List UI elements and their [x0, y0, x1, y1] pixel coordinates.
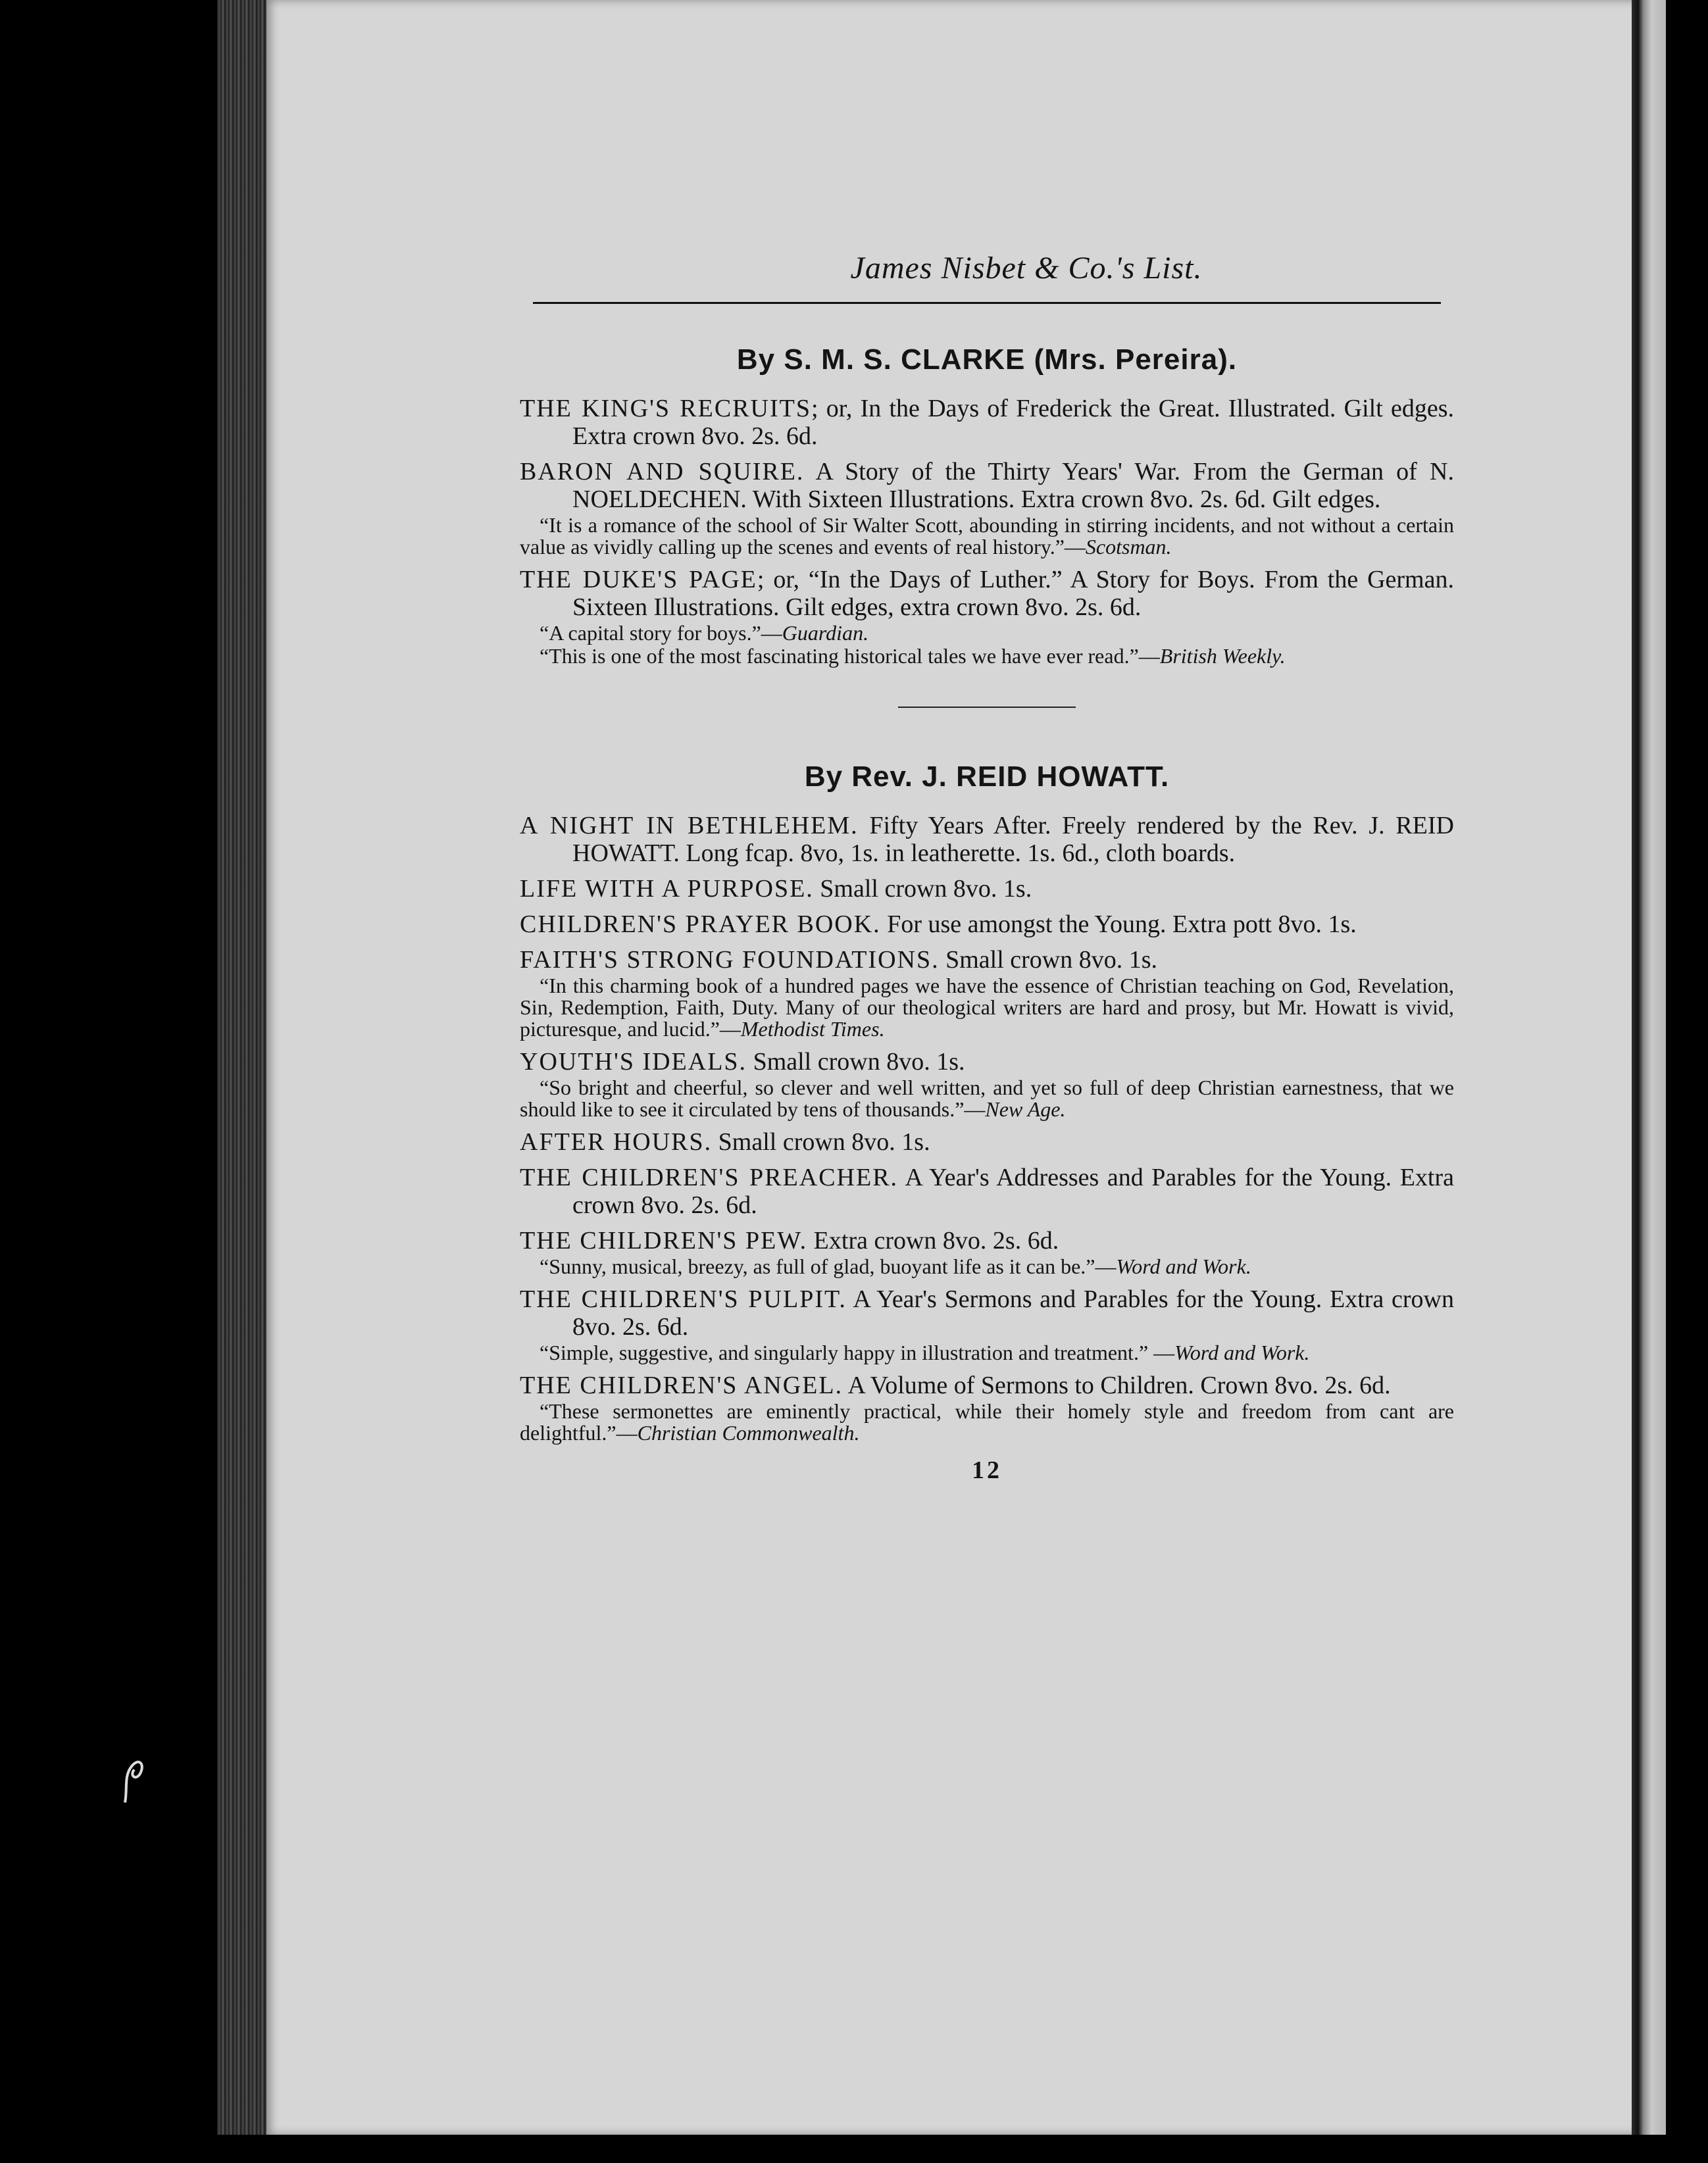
review-quote — [520, 645, 1454, 667]
book-entry — [520, 1227, 1454, 1278]
book-entry-line — [520, 910, 1454, 938]
book-title: LIFE WITH A PURPOSE. — [520, 875, 814, 903]
book-entry — [520, 1285, 1454, 1364]
section-heading: By Rev. J. REID HOWATT. — [804, 760, 1170, 793]
book-title: FAITH'S STRONG FOUNDATIONS. — [520, 946, 940, 974]
book-title: THE CHILDREN'S PREACHER. — [520, 1164, 899, 1191]
book-entry-line — [520, 1285, 1454, 1341]
book-title: THE CHILDREN'S ANGEL. — [520, 1372, 843, 1399]
review-quote-text: “It is a romance of the school of Sir Walter Scott, abounding in stirring incidents, and not without a certain value as vividly calling up the scenes and events of real history.”— — [520, 513, 1454, 559]
book-title: THE KING'S RECRUITS — [520, 395, 811, 422]
facing-page-edge — [1632, 0, 1666, 2135]
review-quote — [520, 975, 1454, 1040]
review-quote-text: “Sunny, musical, breezy, as full of glad, buoyant life as it can be.”— — [540, 1255, 1117, 1278]
scan-border-bottom — [0, 2135, 1708, 2163]
book-description: A Year's Sermons and Parables for the Young. Extra crown 8vo. 2s. 6d. — [572, 1285, 1454, 1341]
book-description: For use amongst the Young. Extra pott 8vo. 1s. — [880, 910, 1357, 938]
book-entry — [520, 1048, 1454, 1120]
review-source: Guardian. — [782, 621, 869, 645]
book-description: Small crown 8vo. 1s. — [747, 1048, 965, 1076]
book-title: CHILDREN'S PRAYER BOOK. — [520, 910, 881, 938]
book-entry-line — [520, 1227, 1454, 1255]
review-source: Word and Work. — [1174, 1341, 1310, 1364]
book-entry — [520, 395, 1454, 450]
review-source: Scotsman. — [1085, 535, 1172, 559]
review-quote — [520, 622, 1454, 644]
pencil-mark-icon — [118, 1750, 151, 1809]
book-description: A Story of the Thirty Years' War. From the German of N. NOELDECHEN. With Sixteen Illustrations. Extra crown 8vo. 2s. 6d. Gilt edges. — [572, 458, 1454, 513]
book-entry — [520, 875, 1454, 903]
book-title: THE CHILDREN'S PULPIT. — [520, 1285, 847, 1313]
review-quote — [520, 514, 1454, 558]
review-quote-text: “A capital story for boys.”— — [540, 621, 782, 645]
book-spine-shadow — [0, 0, 217, 2163]
review-quote-text: “These sermonettes are eminently practical, while their homely style and freedom from cant are delightful.”— — [520, 1399, 1454, 1445]
book-entry-line — [520, 1372, 1454, 1399]
book-entry — [520, 1164, 1454, 1219]
book-description: ; or, “In the Days of Luther.” A Story for Boys. From the German. Sixteen Illustrations. Gilt edges, extra crown 8vo. 2s. 6d. — [572, 566, 1454, 621]
header-rule — [533, 302, 1441, 304]
book-entry-line — [520, 1164, 1454, 1219]
book-entry — [520, 1372, 1454, 1444]
scan-border-right — [1666, 0, 1708, 2163]
review-quote-text: “This is one of the most fascinating historical tales we have ever read.”— — [540, 644, 1160, 668]
section-heading: By S. M. S. CLARKE (Mrs. Pereira). — [736, 343, 1238, 376]
running-head: James Nisbet & Co.'s List. — [850, 251, 1203, 286]
book-entry — [520, 946, 1454, 1040]
review-source: Methodist Times. — [740, 1017, 885, 1041]
section-divider — [898, 707, 1076, 708]
review-quote — [520, 1342, 1454, 1364]
review-quote-text: “So bright and cheerful, so clever and well written, and yet so full of deep Christian earnestness, that we should like to see it circulated by tens of thousands.”— — [520, 1076, 1454, 1121]
book-title: AFTER HOURS. — [520, 1128, 713, 1156]
book-entry — [520, 812, 1454, 867]
review-source: British Weekly. — [1159, 644, 1286, 668]
book-description: A Volume of Sermons to Children. Crown 8vo. 2s. 6d. — [843, 1372, 1391, 1399]
review-quote-text: “Simple, suggestive, and singularly happy in illustration and treatment.” — — [540, 1341, 1175, 1364]
book-entry — [520, 458, 1454, 558]
review-source: New Age. — [985, 1097, 1066, 1121]
book-title: THE DUKE'S PAGE — [520, 566, 757, 593]
book-title: BARON AND SQUIRE. — [520, 458, 805, 485]
book-entry — [520, 566, 1454, 667]
review-quote-text: “In this charming book of a hundred pages we have the essence of Christian teaching on God, Revelation, Sin, Redemption, Faith, Duty. Many of our theological writers are hard and prosy, but Mr. Howatt is vivid, picturesque, and lucid.”— — [520, 974, 1454, 1041]
book-title: YOUTH'S IDEALS. — [520, 1048, 747, 1076]
page-content — [520, 250, 1454, 1485]
book-description: Small crown 8vo. 1s. — [712, 1128, 930, 1156]
book-entry-line — [520, 1128, 1454, 1156]
book-entry — [520, 1128, 1454, 1156]
review-quote — [520, 1077, 1454, 1120]
book-entry-line — [520, 1048, 1454, 1076]
review-quote — [520, 1256, 1454, 1278]
book-description: Small crown 8vo. 1s. — [939, 946, 1158, 974]
book-description: Extra crown 8vo. 2s. 6d. — [807, 1227, 1059, 1255]
book-description: Small crown 8vo. 1s. — [813, 875, 1032, 903]
page-number: 12 — [972, 1456, 1002, 1484]
book-description: Fifty Years After. Freely rendered by the Rev. J. REID HOWATT. Long fcap. 8vo, 1s. in leatherette. 1s. 6d., cloth boards. — [572, 812, 1454, 867]
book-description: ; or, In the Days of Frederick the Great. Illustrated. Gilt edges. Extra crown 8vo. 2s. 6d. — [572, 395, 1454, 450]
book-title: A NIGHT IN BETHLEHEM. — [520, 812, 859, 839]
review-quote — [520, 1401, 1454, 1444]
book-entry — [520, 910, 1454, 938]
catalogue-sections — [520, 343, 1454, 1444]
book-entry-line — [520, 566, 1454, 621]
review-source: Christian Commonwealth. — [637, 1421, 860, 1445]
book-entry-line — [520, 812, 1454, 867]
review-source: Word and Work. — [1116, 1255, 1251, 1278]
book-title: THE CHILDREN'S PEW. — [520, 1227, 808, 1255]
book-description: A Year's Addresses and Parables for the Young. Extra crown 8vo. 2s. 6d. — [572, 1164, 1454, 1219]
book-entry-line — [520, 875, 1454, 903]
book-entry-line — [520, 458, 1454, 513]
book-entry-line — [520, 946, 1454, 974]
book-entry-line — [520, 395, 1454, 450]
